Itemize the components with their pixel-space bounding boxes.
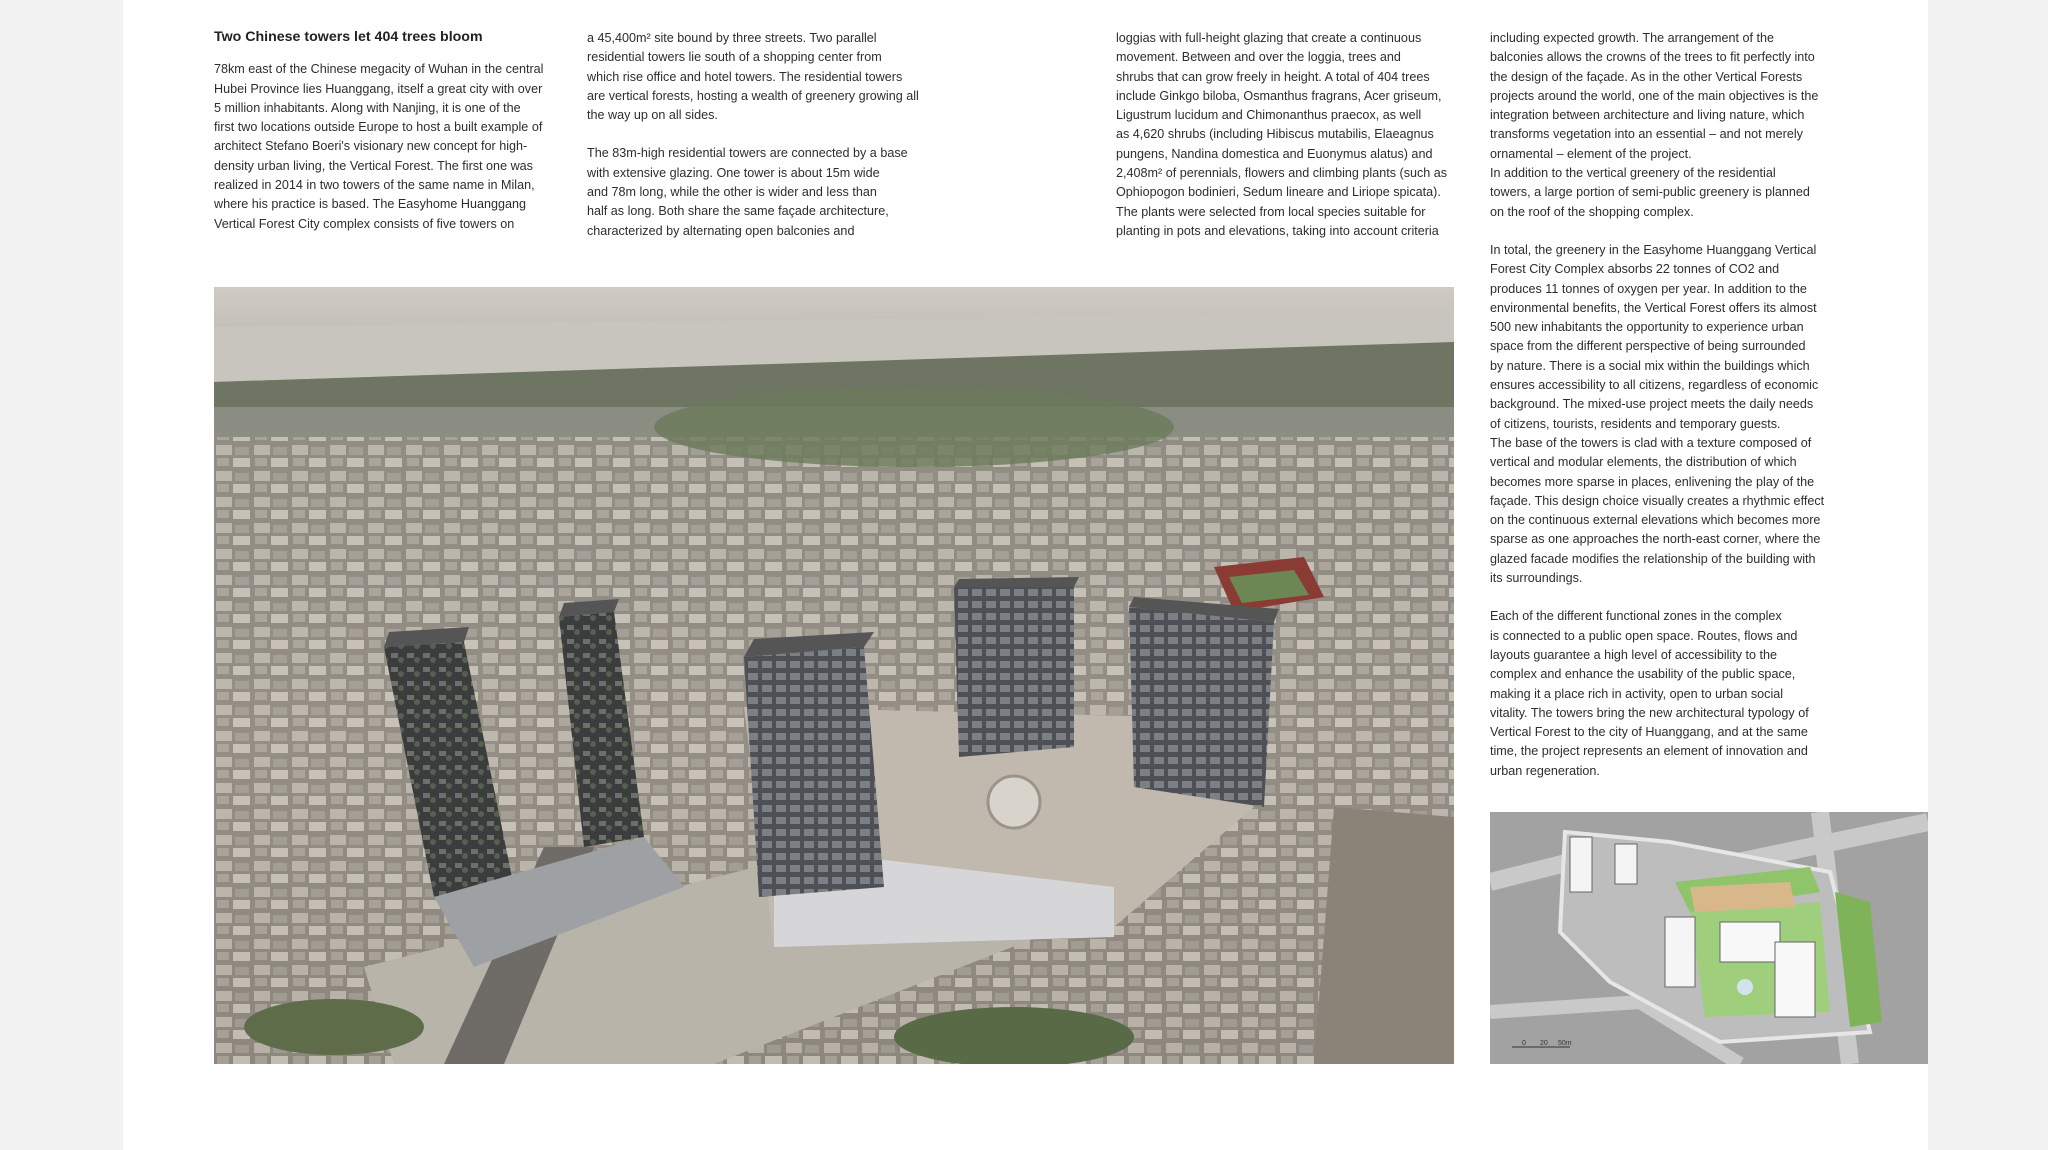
site-plan-image xyxy=(1490,812,1928,1064)
text-column-4 xyxy=(1490,29,1890,800)
paragraph: a 45,400m² site bound by three streets. Two parallel residential towers lie south of a shopping center from which rise office and hotel towers. The residential towers are vertical forests, hosting a wealth of greenery growing all the way up on all sides. xyxy=(587,31,919,123)
text-column-1 xyxy=(214,28,574,253)
paragraph: Each of the different functional zones in the complex is connected to a public open space. Routes, flows and layouts guarantee a high level of accessibility to the complex and enhance the usability of the public space, making it a place rich in activity, open to urban social vitality. The towers bring the new architectural typology of Vertical Forest to the city of Huanggang, and at the same time, the project represents an element of innovation and urban regeneration. xyxy=(1490,609,1809,778)
paragraph: loggias with full-height glazing that create a continuous movement. Between and over the loggia, trees and shrubs that can grow freely in height. A total of 404 trees include Ginkgo biloba, Osmanthus fragrans, Acer griseum, Ligustrum lucidum and Chimonanthus praecox, as well as 4,620 shrubs (including Hibiscus mutabilis, Elaeagnus pungens, Nandina domestica and Euonymus alatus) and 2,408m² of perennials, flowers and climbing plants (such as Ophiopogon bodinieri, Sedum lineare and Liriope spicata). The plants were selected from local species suitable for planting in pots and elevations, taking into account criteria xyxy=(1116,31,1448,238)
paragraph: including expected growth. The arrangement of the balconies allows the crowns of the trees to fit perfectly into the design of the façade. As in the other Vertical Forests projects around the world, one of the main objectives is the integration between architecture and living nature, which transforms vegetation into an essential – and not merely ornamental – element of the project. In addition to the vertical greenery of the residential towers, a large portion of semi-public greenery is planned on the roof of the shopping complex. xyxy=(1490,31,1819,219)
scale-label-50m: 50m xyxy=(1558,1040,1572,1047)
paragraph: In total, the greenery in the Easyhome Huanggang Vertical Forest City Complex absorbs 22 tonnes of CO2 and produces 11 tonnes of oxygen per year. In addition to the environmental benefits, the Vertical Forest offers its almost 500 new inhabitants the opportunity to experience urban space from the different perspective of being surrounded by nature. There is a social mix within the buildings which ensures accessibility to all citizens, regardless of economic background. The mixed-use project meets the daily needs of citizens, tourists, residents and temporary guests. The base of the towers is clad with a texture composed of vertical and modular elements, the distribution of which becomes more sparse in places, enlivening the play of the façade. This design choice visually creates a rhythmic effect on the continuous external elevations which becomes more sparse as one approaches the north-east corner, where the glazed facade modifies the relationship of the building with its surroundings. xyxy=(1490,242,1825,586)
article-title: Two Chinese towers let 404 trees bloom xyxy=(214,29,483,45)
text-column-3 xyxy=(1116,29,1476,260)
scale-label-0: 0 xyxy=(1522,1040,1526,1047)
paragraph: 78km east of the Chinese megacity of Wuhan in the central Hubei Province lies Huanggang, itself a great city with over 5 million inhabitants. Along with Nanjing, it is one of the first two locations outside Europe to host a built example of architect Stefano Boeri's visionary new concept for high- density urban living, the Vertical Forest. The first one was realized in 2014 in two towers of the same name in Milan, where his practice is based. The Easyhome Huanggang Vertical Forest City complex consists of five towers on xyxy=(214,62,544,231)
paragraph: The 83m-high residential towers are connected by a base with extensive glazing. One tower is about 15m wide and 78m long, while the other is wider and less than half as long. Both share the same façade architecture, characterized by alternating open balconies and xyxy=(587,146,908,238)
scale-label-20: 20 xyxy=(1540,1040,1548,1047)
aerial-photo xyxy=(214,287,1454,1064)
text-column-2 xyxy=(587,29,947,260)
